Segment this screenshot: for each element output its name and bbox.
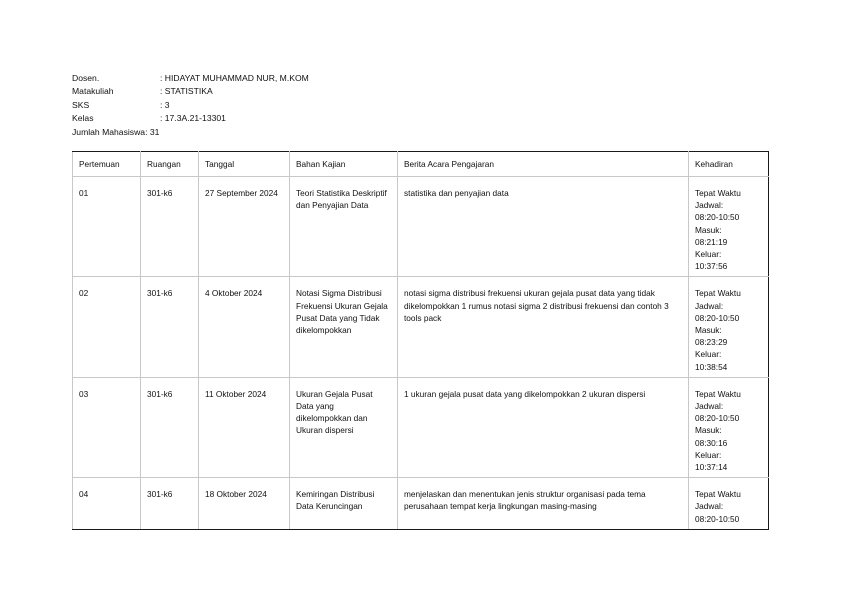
jadwal-label: Jadwal: [695, 501, 724, 512]
tanggal-cell: 11 Oktober 2024 [199, 377, 290, 477]
tanggal-cell: 27 September 2024 [199, 177, 290, 277]
attendance-table [72, 151, 769, 530]
bahan-kajian-cell: Kemiringan Distribusi Data Keruncingan [290, 478, 398, 530]
sks-label: SKS [72, 99, 90, 110]
jumlah-mahasiswa-value: : 31 [145, 126, 160, 137]
column-header: Berita Acara Pengajaran [398, 152, 689, 177]
tanggal-cell: 4 Oktober 2024 [199, 277, 290, 377]
berita-acara-cell: statistika dan penyajian data [398, 177, 689, 277]
pertemuan-cell: 02 [73, 277, 141, 377]
dosen-label: Dosen. [72, 73, 100, 83]
ruangan-cell: 301-k6 [141, 377, 199, 477]
table-row [73, 478, 769, 530]
berita-acara-cell: notasi sigma distribusi frekuensi ukuran gejala pusat data yang tidak dikelompokkan 1 rumus notasi sigma 2 distribusi frekuensi dan contoh 3 tools pack [398, 277, 689, 377]
matakuliah-row [72, 85, 309, 98]
kelas-row [72, 112, 309, 125]
bahan-kajian-cell: Notasi Sigma Distribusi Frekuensi Ukuran Gejala Pusat Data yang Tidak dikelompokkan [290, 277, 398, 377]
keluar-value: 10:38:54 [695, 361, 728, 372]
column-header: Pertemuan [73, 152, 141, 177]
ruangan-cell: 301-k6 [141, 478, 199, 530]
status: Tepat Waktu [695, 288, 741, 299]
column-header: Tanggal [199, 152, 290, 177]
pertemuan-cell: 01 [73, 177, 141, 277]
status: Tepat Waktu [695, 188, 741, 198]
jadwal-value: 08:20-10:50 [695, 513, 740, 524]
masuk-label: Masuk: [695, 224, 722, 235]
ruangan-cell: 301-k6 [141, 277, 199, 377]
bahan-kajian-cell: Teori Statistika Deskriptif dan Penyajian Data [290, 177, 398, 277]
berita-acara-cell: menjelaskan dan menentukan jenis struktur organisasi pada tema perusahaan tempat kerja lingkungan masing-masing [398, 478, 689, 530]
kehadiran-cell [689, 478, 769, 530]
keluar-label: Keluar: [695, 349, 722, 360]
pertemuan-cell: 04 [73, 478, 141, 530]
column-header: Kehadiran [689, 152, 769, 177]
masuk-value: 08:30:16 [695, 437, 728, 448]
masuk-value: 08:23:29 [695, 337, 728, 348]
sks-value: : 3 [160, 99, 170, 110]
keluar-label: Keluar: [695, 249, 722, 260]
jadwal-value: 08:20-10:50 [695, 312, 740, 323]
jadwal-label: Jadwal: [695, 300, 724, 311]
status: Tepat Waktu [695, 489, 741, 500]
column-header: Bahan Kajian [290, 152, 398, 177]
jumlah-mahasiswa-label: Jumlah Mahasiswa [72, 126, 146, 137]
bahan-kajian-cell: Ukuran Gejala Pusat Data yang dikelompokkan dan Ukuran dispersi [290, 377, 398, 477]
dosen-row [72, 72, 309, 85]
kehadiran-cell [689, 377, 769, 477]
dosen-value: : HIDAYAT MUHAMMAD NUR, M.KOM [160, 73, 309, 83]
kehadiran-cell [689, 177, 769, 277]
masuk-label: Masuk: [695, 325, 722, 336]
column-header: Ruangan [141, 152, 199, 177]
table-row [73, 277, 769, 377]
jadwal-label: Jadwal: [695, 200, 724, 211]
keluar-value: 10:37:14 [695, 462, 728, 473]
status: Tepat Waktu [695, 388, 741, 399]
matakuliah-value: : STATISTIKA [160, 86, 213, 97]
table-row [73, 377, 769, 477]
matakuliah-label: Matakuliah [72, 86, 114, 97]
ruangan-cell: 301-k6 [141, 177, 199, 277]
keluar-label: Keluar: [695, 449, 722, 460]
course-info [72, 72, 309, 139]
masuk-label: Masuk: [695, 425, 722, 436]
kelas-value: : 17.3A.21-13301 [160, 113, 226, 124]
jadwal-value: 08:20-10:50 [695, 212, 740, 223]
table-header-row [73, 152, 769, 177]
masuk-value: 08:21:19 [695, 236, 728, 247]
jadwal-value: 08:20-10:50 [695, 413, 740, 424]
jadwal-label: Jadwal: [695, 401, 724, 412]
keluar-value: 10:37:56 [695, 261, 728, 272]
berita-acara-cell: 1 ukuran gejala pusat data yang dikelompokkan 2 ukuran dispersi [398, 377, 689, 477]
jumlah-mahasiswa-row [72, 126, 309, 139]
kehadiran-cell [689, 277, 769, 377]
table-row [73, 177, 769, 277]
pertemuan-cell: 03 [73, 377, 141, 477]
kelas-label: Kelas [72, 113, 94, 124]
tanggal-cell: 18 Oktober 2024 [199, 478, 290, 530]
sks-row [72, 99, 309, 112]
